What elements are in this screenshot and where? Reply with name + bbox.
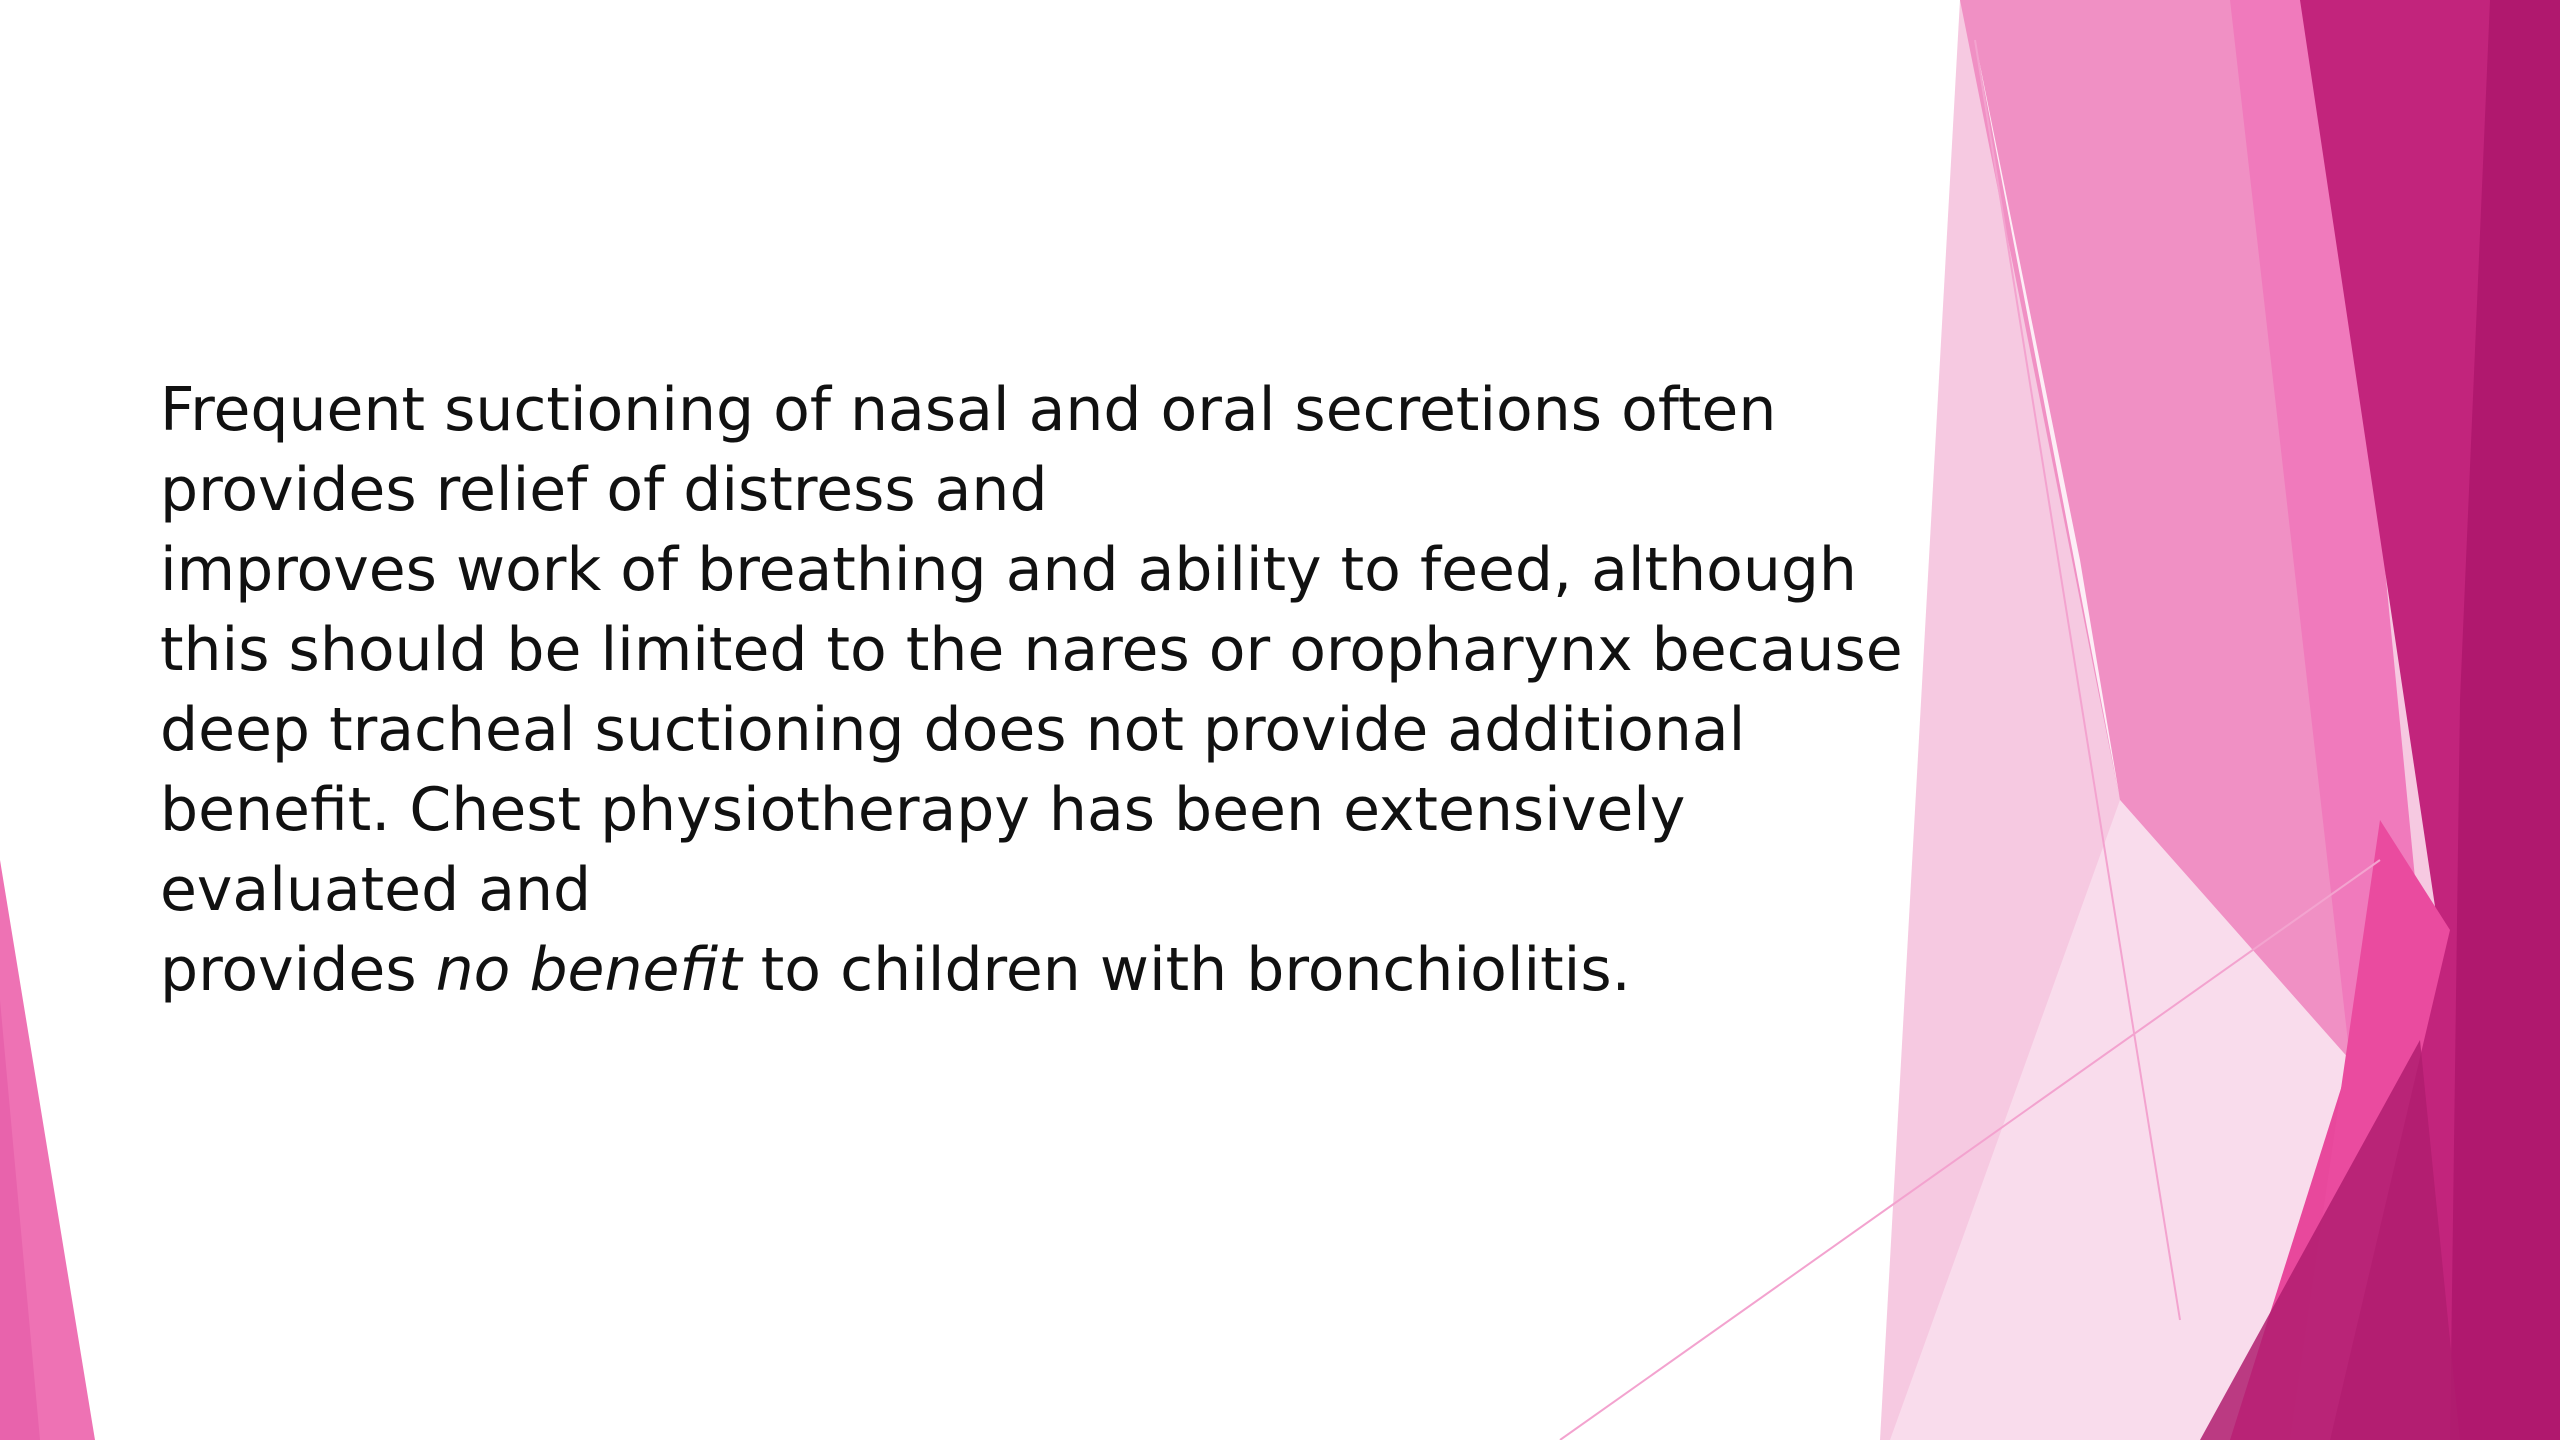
paragraph-line: deep tracheal suctioning does not provide additional <box>160 695 1746 765</box>
paragraph-last-line <box>160 930 1950 1010</box>
emphasis-no-benefit: no benefit <box>435 935 742 1005</box>
last-line-after: to children with bronchiolitis. <box>741 935 1631 1005</box>
last-line-before: provides <box>160 935 436 1005</box>
body-paragraph <box>160 370 1950 1010</box>
paragraph-line: benefit. Chest physiotherapy has been extensively <box>160 775 1686 845</box>
paragraph-line: evaluated and <box>160 855 592 925</box>
paragraph-line: improves work of breathing and ability to feed, although <box>160 535 1857 605</box>
paragraph-line: this should be limited to the nares or oropharynx because <box>160 615 1903 685</box>
paragraph-line: Frequent suctioning of nasal and oral secretions often <box>160 375 1777 445</box>
paragraph-line: provides relief of distress and <box>160 455 1048 525</box>
